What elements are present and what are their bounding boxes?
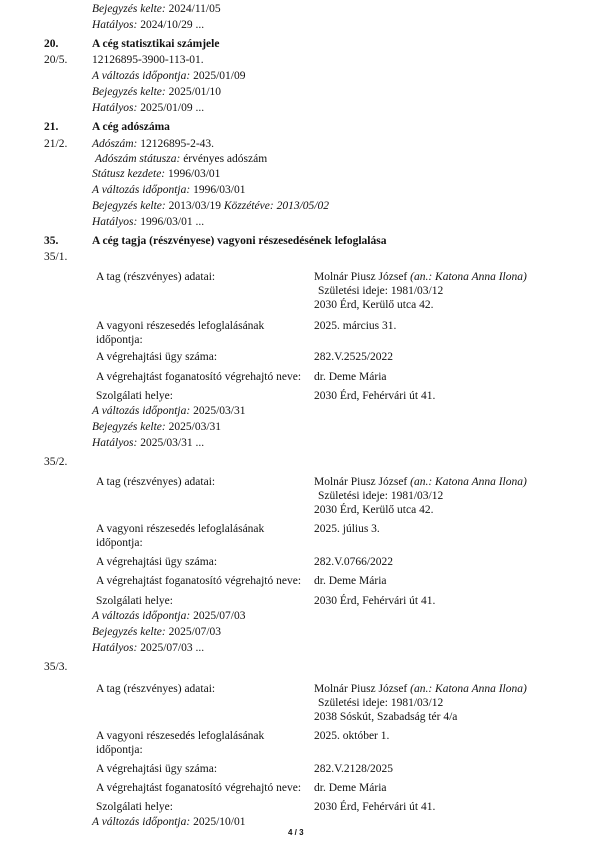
value: 1996/03/01 [168, 168, 221, 180]
lefoglalas-label: A vagyoni részesedés lefoglalásának [96, 730, 265, 742]
szuletesi-ido [318, 696, 443, 710]
subsection-number: 20/5. [44, 54, 68, 66]
stat-szamjel: 12126895-3900-113-01. [92, 54, 204, 66]
value: 2025/03/31 [168, 421, 222, 433]
vegrehajto-value: dr. Deme Mária [314, 371, 387, 383]
szolgalati-value: 2030 Érd, Fehérvári út 41. [314, 390, 436, 402]
subsection-number: 35/1. [44, 251, 68, 263]
name: Molnár Piusz József [314, 271, 408, 283]
vegrehajto-label: A végrehajtást foganatosító végrehajtó neve: [96, 575, 302, 587]
subsection-number: 35/3. [44, 661, 68, 673]
section-title: A cég adószáma [92, 121, 170, 133]
value: 1996/03/01 [193, 184, 246, 196]
szolgalati-value: 2030 Érd, Fehérvári út 41. [314, 595, 436, 607]
record-valtozas [92, 69, 245, 83]
mother-name: (an.: Katona Anna Ilona) [410, 683, 527, 695]
record-bejegyzes [92, 625, 221, 639]
record-hatalyos [92, 436, 204, 450]
vegrehajto-label: A végrehajtást foganatosító végrehajtó neve: [96, 782, 302, 794]
tag-address: 2030 Érd, Kerülő utca 42. [314, 299, 434, 311]
record-valtozas [92, 404, 245, 418]
statusz-kezdete [92, 167, 220, 181]
lefoglalas-label-2: időpontja: [96, 537, 143, 549]
szolgalati-label: Szolgálati helye: [96, 390, 173, 402]
record-hatalyos [92, 18, 204, 32]
lefoglalas-label-2: időpontja: [96, 334, 143, 346]
label: Hatályos: [92, 437, 138, 449]
label: Státusz kezdete: [92, 168, 166, 180]
mother-name: (an.: Katona Anna Ilona) [410, 271, 527, 283]
lefoglalas-date: 2025. július 3. [314, 523, 380, 535]
tag-address: 2038 Sóskút, Szabadság tér 4/a [314, 711, 458, 723]
record-valtozas [92, 815, 245, 829]
value: 2025/07/03 ... [140, 642, 205, 654]
page-number: 4 / 3 [288, 828, 304, 837]
ugy-label: A végrehajtási ügy száma: [96, 351, 218, 363]
tag-label: A tag (részvényes) adatai: [96, 476, 216, 488]
value: 2025/07/03 [193, 610, 246, 622]
label: Közzétéve: [223, 200, 274, 212]
tag-name [314, 682, 527, 696]
record-valtozas [92, 609, 245, 623]
value: 1996/03/01 ... [140, 216, 205, 228]
lefoglalas-label: A vagyoni részesedés lefoglalásának [96, 320, 265, 332]
name: Molnár Piusz József [314, 683, 408, 695]
szolgalati-label: Szolgálati helye: [96, 801, 173, 813]
label: Hatályos: [92, 102, 138, 114]
adoszam [92, 137, 214, 151]
record-bejegyzes [92, 420, 221, 434]
label: A változás időpontja: [92, 405, 191, 417]
tag-label: A tag (részvényes) adatai: [96, 271, 216, 283]
mother-name: (an.: Katona Anna Ilona) [410, 476, 527, 488]
section-number: 20. [44, 38, 59, 50]
lefoglalas-date: 2025. március 31. [314, 320, 397, 332]
section-title: A cég statisztikai számjele [92, 38, 220, 50]
tag-label: A tag (részvényes) adatai: [96, 683, 216, 695]
label: Hatályos: [92, 216, 138, 228]
subsection-number: 35/2. [44, 456, 68, 468]
section-number: 21. [44, 121, 59, 133]
value: 2025/07/03 [168, 626, 222, 638]
label: A változás időpontja: [92, 184, 191, 196]
ugy-value: 282.V.2128/2025 [314, 763, 394, 775]
label: A változás időpontja: [92, 816, 191, 828]
record-bejegyzes [92, 199, 329, 213]
vegrehajto-value: dr. Deme Mária [314, 575, 387, 587]
section-title: A cég tagja (részvényese) vagyoni részesedésének lefoglalása [92, 235, 387, 247]
record-valtozas [92, 183, 245, 197]
value: 2025/01/09 [193, 70, 246, 82]
record-hatalyos [92, 101, 204, 115]
adoszam-statusz [95, 152, 267, 166]
value: 2025/03/31 [193, 405, 246, 417]
value: 1981/03/12 [390, 285, 444, 297]
label: Hatályos: [92, 642, 138, 654]
label: Adószám státusza: [95, 153, 181, 165]
label: Bejegyzés kelte: [92, 3, 166, 15]
value: 12126895-2-43. [140, 138, 215, 150]
value: 2024/10/29 ... [140, 19, 205, 31]
ugy-value: 282.V.0766/2022 [314, 556, 394, 568]
label: A változás időpontja: [92, 610, 191, 622]
label: Születési ideje: [318, 697, 388, 709]
label: Születési ideje: [318, 285, 388, 297]
label: Hatályos: [92, 19, 138, 31]
szolgalati-label: Szolgálati helye: [96, 595, 173, 607]
value: 1981/03/12 [390, 490, 444, 502]
value: 1981/03/12 [390, 697, 444, 709]
record-hatalyos [92, 215, 204, 229]
tag-name [314, 270, 527, 284]
tag-address: 2030 Érd, Kerülő utca 42. [314, 504, 434, 516]
label: Bejegyzés kelte: [92, 86, 166, 98]
record-hatalyos [92, 641, 204, 655]
value: 2025/01/10 [168, 86, 222, 98]
value: 2013/03/19 [168, 200, 222, 212]
value: 2025/03/31 ... [140, 437, 205, 449]
label: Bejegyzés kelte: [92, 200, 166, 212]
vegrehajto-label: A végrehajtást foganatosító végrehajtó neve: [96, 371, 302, 383]
lefoglalas-label: A vagyoni részesedés lefoglalásának [96, 523, 265, 535]
tag-name [314, 475, 527, 489]
label: Bejegyzés kelte: [92, 626, 166, 638]
szuletesi-ido [318, 284, 443, 298]
value: 2013/05/02 [276, 200, 329, 212]
ugy-label: A végrehajtási ügy száma: [96, 763, 218, 775]
value: érvényes adószám [183, 153, 268, 165]
subsection-number: 21/2. [44, 138, 68, 150]
label: A változás időpontja: [92, 70, 191, 82]
lefoglalas-date: 2025. október 1. [314, 730, 390, 742]
vegrehajto-value: dr. Deme Mária [314, 782, 387, 794]
value: 2024/11/05 [168, 3, 221, 15]
name: Molnár Piusz József [314, 476, 408, 488]
section-number: 35. [44, 235, 59, 247]
record-bejegyzes [92, 85, 221, 99]
label: Születési ideje: [318, 490, 388, 502]
record-bejegyzes [92, 2, 221, 16]
ugy-label: A végrehajtási ügy száma: [96, 556, 218, 568]
value: 2025/01/09 ... [140, 102, 205, 114]
ugy-value: 282.V.2525/2022 [314, 351, 394, 363]
szolgalati-value: 2030 Érd, Fehérvári út 41. [314, 801, 436, 813]
label: Adószám: [92, 138, 138, 150]
label: Bejegyzés kelte: [92, 421, 166, 433]
szuletesi-ido [318, 489, 443, 503]
value: 2025/10/01 [193, 816, 246, 828]
lefoglalas-label-2: időpontja: [96, 744, 143, 756]
